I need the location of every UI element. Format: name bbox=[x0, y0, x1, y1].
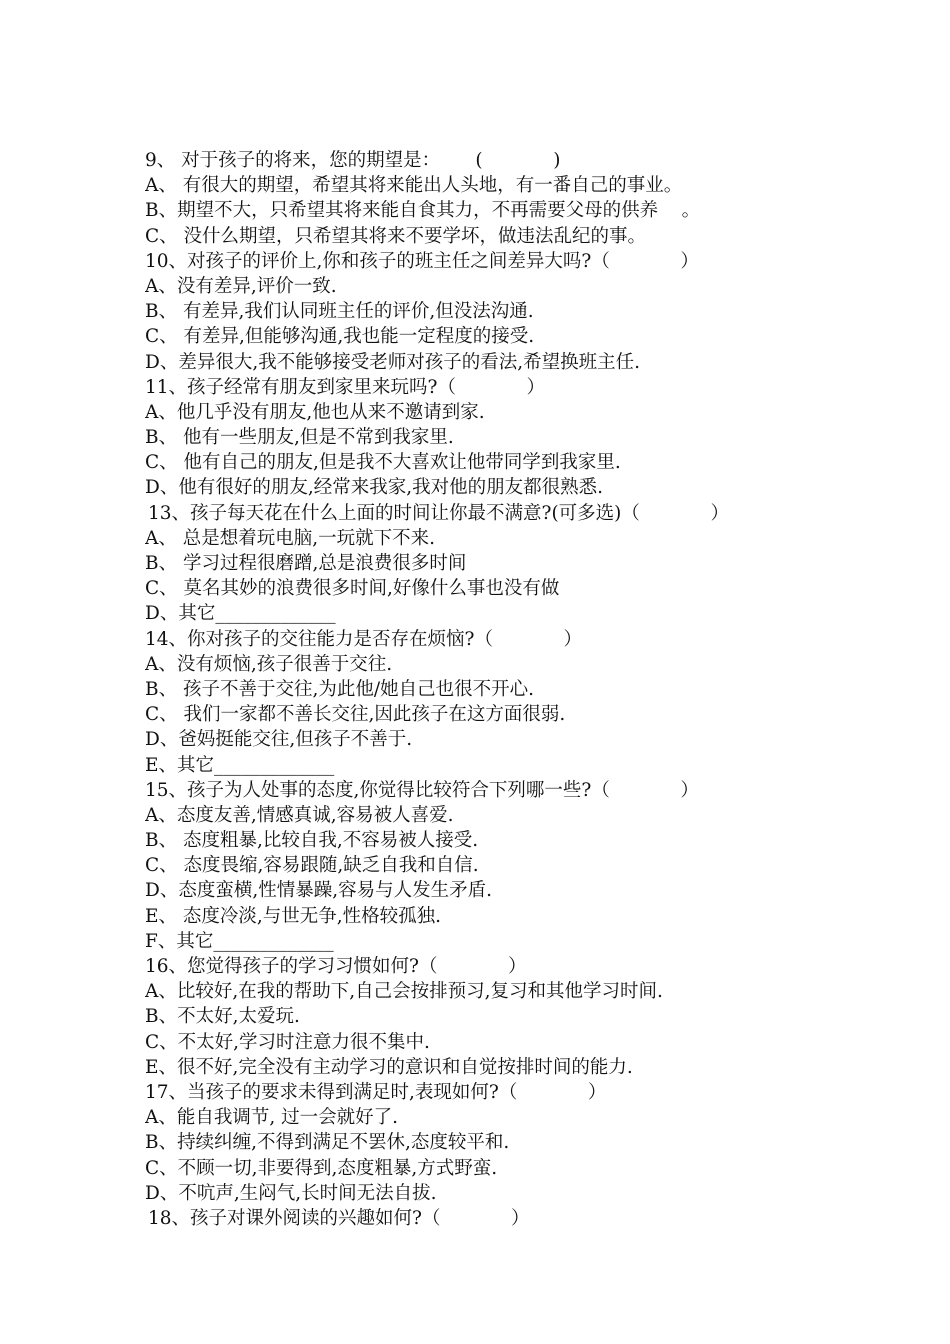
question-text: 9、 对于孩子的将来，您的期望是： ( ) bbox=[145, 150, 561, 171]
question-text: 16、您觉得孩子的学习习惯如何?（ ） bbox=[145, 956, 527, 977]
answer-option: B、 态度粗暴,比较自我,不容易被人接受. bbox=[145, 830, 479, 852]
answer-option: C、 态度畏缩,容易跟随,缺乏自我和自信. bbox=[145, 855, 479, 877]
answer-option: D、他有很好的朋友,经常来我家,我对他的朋友都很熟悉. bbox=[145, 477, 603, 499]
question-text: 14、你对孩子的交往能力是否存在烦恼?（ ） bbox=[145, 628, 583, 650]
answer-option: D、不吭声,生闷气,长时间无法自拔. bbox=[145, 1182, 437, 1204]
answer-option: B、持续纠缠,不得到满足不罢休,态度较平和. bbox=[145, 1132, 510, 1154]
answer-option: E、很不好,完全没有主动学习的意识和自觉按排时间的能力. bbox=[145, 1056, 633, 1078]
answer-option: A、没有差异,评价一致. bbox=[145, 275, 337, 297]
answer-option: B、 有差异,我们认同班主任的评价,但没法沟通. bbox=[145, 301, 534, 323]
answer-option: A、 有很大的期望，希望其将来能出人头地，有一番自己的事业。 bbox=[145, 175, 683, 197]
answer-option: E、 态度冷淡,与世无争,性格较孤独. bbox=[145, 905, 442, 927]
answer-option: C、不顾一切,非要得到,态度粗暴,方式野蛮. bbox=[145, 1157, 498, 1179]
answer-option: A、比较好,在我的帮助下,自己会按排预习,复习和其他学习时间. bbox=[145, 981, 663, 1003]
answer-option: A、他几乎没有朋友,他也从来不邀请到家. bbox=[145, 401, 485, 423]
answer-option: A、 总是想着玩电脑,一玩就下不来. bbox=[145, 527, 436, 549]
question-text: 11、孩子经常有朋友到家里来玩吗?（ ） bbox=[145, 376, 546, 398]
question-text: 18、孩子对课外阅读的兴趣如何?（ ） bbox=[148, 1207, 530, 1229]
question-text: 15、孩子为人处事的态度,你觉得比较符合下列哪一些?（ ） bbox=[145, 779, 699, 801]
answer-option: C、不太好,学习时注意力很不集中. bbox=[145, 1031, 430, 1053]
answer-option: D、差异很大,我不能够接受老师对孩子的看法,希望换班主任. bbox=[145, 351, 640, 373]
answer-option: D、其它_____________ bbox=[145, 603, 336, 625]
answer-option: E、其它_____________ bbox=[145, 754, 335, 776]
answer-option: C、 有差异,但能够沟通,我也能一定程度的接受. bbox=[145, 326, 535, 348]
question-text: 13、孩子每天花在什么上面的时间让你最不满意?(可多选)（ ） bbox=[148, 502, 729, 524]
question-text: 17、当孩子的要求未得到满足时,表现如何?（ ） bbox=[145, 1081, 607, 1103]
answer-option: B、 他有一些朋友,但是不常到我家里. bbox=[145, 427, 454, 449]
answer-option: D、爸妈挺能交往,但孩子不善于. bbox=[145, 729, 413, 751]
answer-option: A、态度友善,情感真诚,容易被人喜爱. bbox=[145, 804, 454, 826]
answer-option: C、 莫名其妙的浪费很多时间,好像什么事也没有做 bbox=[145, 578, 560, 600]
answer-option: B、不太好,太爱玩. bbox=[145, 1006, 300, 1028]
questionnaire-body bbox=[145, 148, 925, 1231]
answer-option: C、 没什么期望，只希望其将来不要学坏，做违法乱纪的事。 bbox=[145, 225, 647, 247]
answer-option: D、态度蛮横,性情暴躁,容易与人发生矛盾. bbox=[145, 880, 492, 902]
question-text: 10、对孩子的评价上,你和孩子的班主任之间差异大吗?（ ） bbox=[145, 250, 699, 272]
answer-option: B、期望不大，只希望其将来能自食其力，不再需要父母的供养 。 bbox=[145, 200, 701, 222]
answer-option: C、 我们一家都不善长交往,因此孩子在这方面很弱. bbox=[145, 704, 566, 726]
answer-option: F、其它_____________ bbox=[145, 930, 334, 952]
answer-option: A、能自我调节, 过一会就好了. bbox=[145, 1107, 399, 1129]
answer-option: C、 他有自己的朋友,但是我不大喜欢让他带同学到我家里. bbox=[145, 452, 621, 474]
answer-option: B、 孩子不善于交往,为此他/她自己也很不开心. bbox=[145, 678, 534, 700]
answer-option: B、 学习过程很磨蹭,总是浪费很多时间 bbox=[145, 553, 467, 574]
answer-option: A、没有烦恼,孩子很善于交往. bbox=[145, 653, 393, 675]
